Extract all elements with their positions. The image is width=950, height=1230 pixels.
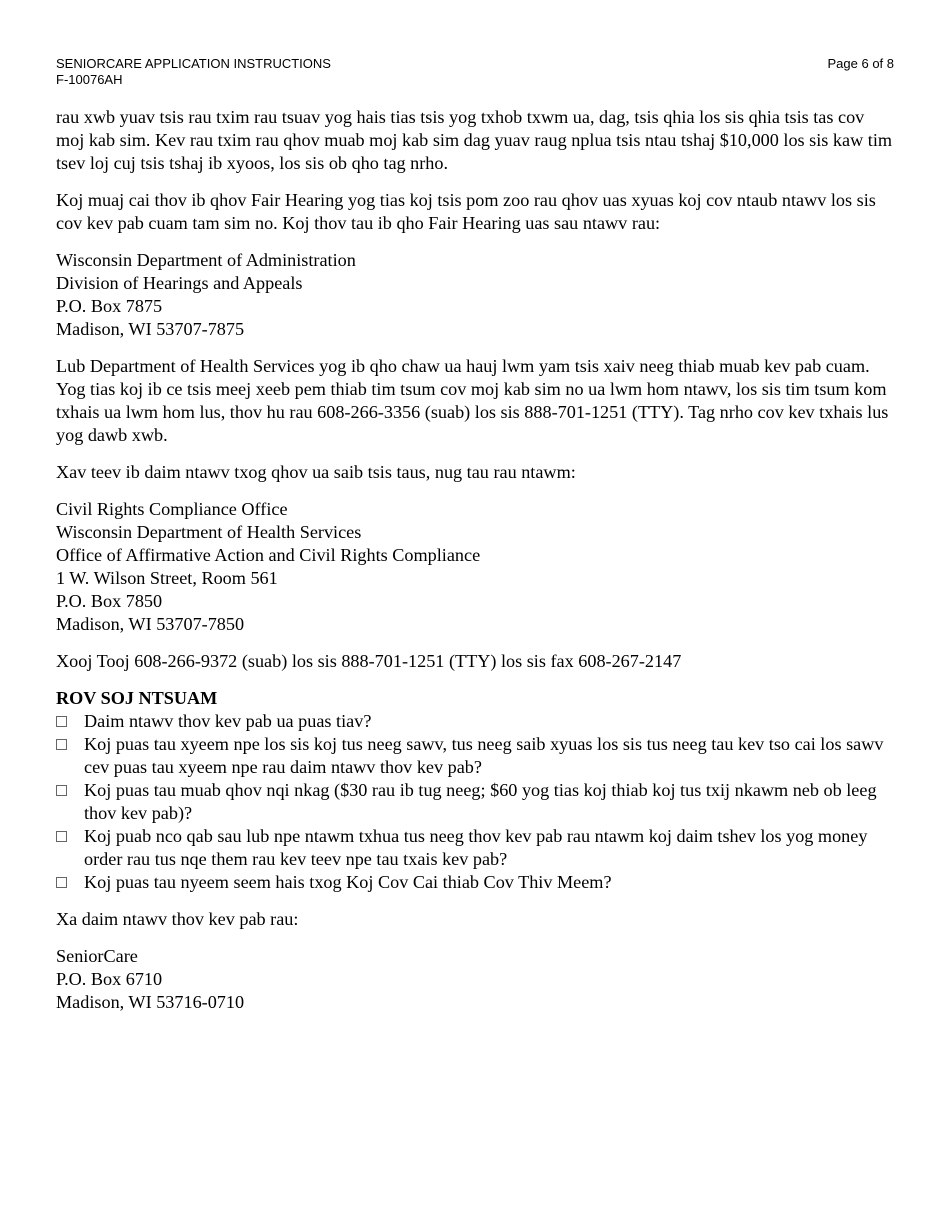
paragraph-phone: Xooj Tooj 608-266-9372 (suab) los sis 888-701-1251 (TTY) los sis fax 608-267-2147	[56, 651, 682, 671]
checkbox[interactable]	[56, 877, 67, 888]
address-line: SeniorCare	[56, 946, 138, 966]
checkbox[interactable]	[56, 785, 67, 796]
address-line: P.O. Box 6710	[56, 969, 163, 989]
page-header	[56, 56, 894, 88]
paragraph-dhs-nondiscrimination: Lub Department of Health Services yog ib qho chaw ua hauj lwm yam tsis xaiv neeg thiab muab kev pab cuam. Yog tias koj ib ce tsis meej xeeb pem thiab tim tsum cov moj kab sim no ua lwm hom ntawv, los sis tim tsum kom txhais ua lwm hom lus, thov hu rau 608-266-3356 (suab) los sis 888-701-1251 (TTY). Tag nrho cov kev txhais lus yog dawb xwb.	[56, 356, 889, 445]
address-line: Office of Affirmative Action and Civil Rights Compliance	[56, 545, 481, 565]
address-line: Division of Hearings and Appeals	[56, 273, 303, 293]
document-title: SENIORCARE APPLICATION INSTRUCTIONS	[56, 56, 331, 71]
address-line: Madison, WI 53707-7850	[56, 614, 245, 634]
address-line: Wisconsin Department of Health Services	[56, 522, 362, 542]
checkbox[interactable]	[56, 831, 67, 842]
address-line: Wisconsin Department of Administration	[56, 250, 356, 270]
checklist-heading: ROV SOJ NTSUAM	[56, 688, 218, 708]
checklist-item-text: Koj puas tau nyeem seem hais txog Koj Cov Cai thiab Cov Thiv Meem?	[84, 872, 612, 892]
address-seniorcare	[56, 945, 894, 1014]
checkbox[interactable]	[56, 739, 67, 750]
checklist-item-text: Koj puas tau muab qhov nqi nkag ($30 rau ib tug neeg; $60 yog tias koj thiab koj tus txij nkawm neb ob leeg thov kev pab)?	[84, 780, 877, 823]
form-number: F-10076AH	[56, 72, 123, 87]
checklist-item	[56, 733, 894, 779]
checklist-item-text: Koj puab nco qab sau lub npe ntawm txhua tus neeg thov kev pab rau ntawm koj daim tshev los yog money order rau tus nqe them rau kev teev npe tau txais kev pab?	[84, 826, 868, 869]
address-line: P.O. Box 7850	[56, 591, 163, 611]
address-civil-rights	[56, 498, 894, 636]
address-hearings	[56, 249, 894, 341]
checkbox[interactable]	[56, 716, 67, 727]
paragraph-send-to: Xa daim ntawv thov kev pab rau:	[56, 909, 299, 929]
page-number: Page 6 of 8	[827, 56, 894, 71]
paragraph-fair-hearing: Koj muaj cai thov ib qhov Fair Hearing yog tias koj tsis pom zoo rau qhov uas xyuas koj cov ntaub ntawv los sis cov kev pab cuam tam sim no. Koj thov tau ib qho Fair Hearing uas sau ntawv rau:	[56, 190, 876, 233]
checklist-item	[56, 871, 894, 894]
checklist-item	[56, 825, 894, 871]
checklist-item-text: Koj puas tau xyeem npe los sis koj tus neeg sawv, tus neeg saib xyuas los sis tus neeg tau kev tso cai los sawv cev puas tau xyeem npe rau daim ntawv thov kev pab?	[84, 734, 884, 777]
document-body	[56, 106, 894, 1028]
address-line: Civil Rights Compliance Office	[56, 499, 288, 519]
checklist-item	[56, 710, 894, 733]
checklist	[56, 710, 894, 894]
checklist-item	[56, 779, 894, 825]
address-line: Madison, WI 53716-0710	[56, 992, 245, 1012]
checklist-item-text: Daim ntawv thov kev pab ua puas tiav?	[84, 711, 372, 731]
paragraph-penalty: rau xwb yuav tsis rau txim rau tsuav yog hais tias tsis yog txhob txwm ua, dag, tsis qhia los sis qhia tsis tas cov moj kab sim. Kev rau txim rau qhov muab moj kab sim dag yuav raug nplua tsis ntau tshaj $10,000 los sis kaw tim tsev loj cuj tsis tshaj ib xyoos, los sis ob qho tag nrho.	[56, 107, 893, 173]
paragraph-complaint: Xav teev ib daim ntawv txog qhov ua saib tsis taus, nug tau rau ntawm:	[56, 462, 576, 482]
address-line: P.O. Box 7875	[56, 296, 163, 316]
address-line: Madison, WI 53707-7875	[56, 319, 245, 339]
address-line: 1 W. Wilson Street, Room 561	[56, 568, 278, 588]
